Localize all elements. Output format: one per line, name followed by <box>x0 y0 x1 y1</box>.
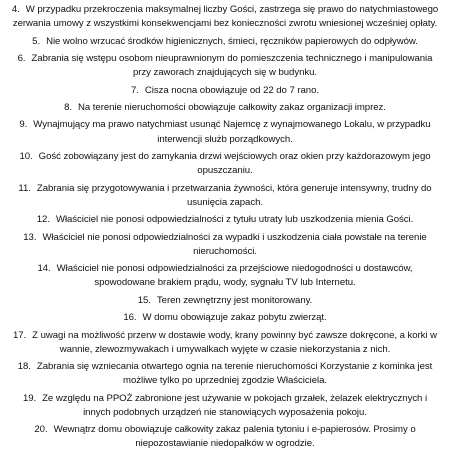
rule-number: 6. <box>17 52 26 64</box>
rule-text: Wynajmujący ma prawo natychmiast usunąć Najemcę z wynajmowanego Lokalu, w przypadku interwencji służb porządkowych. <box>33 119 431 145</box>
rule-number: 9. <box>19 119 28 131</box>
rule-text: Ze względu na PPOŻ zabronione jest używanie w pokojach grzałek, żelazek elektrycznych i innych podobnych urządzeń nie stanowiących wyposażenia pokoju. <box>42 392 428 418</box>
rule-text: Nie wolno wrzucać środków higienicznych, śmieci, ręczników papierowych do odpływów. <box>46 35 418 47</box>
rule-item <box>10 213 440 227</box>
rule-number: 5. <box>32 35 41 47</box>
rule-item <box>10 35 440 49</box>
rule-text: Zabrania się przygotowywania i przetwarzania żywności, która generuje intensywny, trudny do usunięcia zapach. <box>36 182 432 208</box>
rule-text: Właściciel nie ponosi odpowiedzialności za wypadki i uszkodzenia ciała powstałe na terenie nieruchomości. <box>42 231 427 257</box>
rule-item <box>10 150 440 178</box>
rule-text: Wewnątrz domu obowiązuje całkowity zakaz palenia tytoniu i e-papierosów. Prosimy o niepozostawianie niedopałków w ogrodzie. <box>53 424 416 450</box>
rule-text: Gość zobowiązany jest do zamykania drzwi wejściowych oraz okien przy każdorazowym jego opuszczaniu. <box>38 150 431 177</box>
rule-text: Właściciel nie ponosi odpowiedzialności z tytułu utraty lub uszkodzenia mienia Gości. <box>55 214 414 226</box>
rule-item <box>10 360 440 388</box>
rule-number: 20. <box>34 424 48 436</box>
rule-number: 8. <box>64 101 73 113</box>
rule-text: Teren zewnętrzny jest monitorowany. <box>156 294 313 306</box>
rule-number: 17. <box>12 329 27 341</box>
rule-number: 19. <box>22 392 37 404</box>
rule-text: Z uwagi na możliwość przerw w dostawie wody, krany powinny być zawsze dokręcone, a korki w wannie, zlewozmywakach i umywalkach wyjęte w czasie niekorzystania z nich. <box>32 329 437 355</box>
rule-text: Cisza nocna obowiązuje od 22 do 7 rano. <box>144 84 319 96</box>
rule-text: Zabrania się wstępu osobom nieuprawnionym do pomieszczenia technicznego i manipulowania przy zaworach znajdujących się w budynku. <box>31 52 433 79</box>
rule-item <box>10 84 440 98</box>
rule-number: 7. <box>131 84 139 96</box>
rule-number: 12. <box>36 214 50 226</box>
rule-text: Właściciel nie ponosi odpowiedzialności za przejściowe niedogodności u dostawców, spowodowane brakiem prądu, wody, sygnału TV lub Internetu. <box>56 263 413 289</box>
rule-number: 16. <box>123 312 137 324</box>
rule-number: 14. <box>37 263 51 275</box>
rule-text: W przypadku przekroczenia maksymalnej liczby Gości, zastrzega się prawo do natychmiastowego zerwania umowy z wszystkimi konsekwencjami bez konieczności zwrotu wniesionej wcześniej opłaty. <box>12 4 439 30</box>
rule-item <box>10 118 440 146</box>
rule-number: 4. <box>11 4 20 15</box>
rules-list <box>10 3 440 455</box>
rule-item <box>10 3 440 31</box>
rule-text: W domu obowiązuje zakaz pobytu zwierząt. <box>142 312 327 324</box>
rule-text: Zabrania się wzniecania otwartego ognia na terenie nieruchomości Korzystanie z kominka jest możliwe tylko po uprzedniej zgodzie Właściciela. <box>36 361 433 387</box>
rule-number: 10. <box>19 150 33 162</box>
rule-text: Na terenie nieruchomości obowiązuje całkowity zakaz organizacji imprez. <box>78 101 386 113</box>
rule-item <box>10 392 440 420</box>
rule-item <box>10 423 440 451</box>
rule-item <box>10 52 440 80</box>
rule-item <box>10 311 440 325</box>
rule-item <box>10 101 440 115</box>
rule-item <box>10 231 440 259</box>
rule-item <box>10 294 440 308</box>
rule-number: 11. <box>18 182 31 194</box>
rule-number: 15. <box>137 294 151 306</box>
rule-item <box>10 182 440 210</box>
rule-number: 18. <box>17 361 31 373</box>
rule-number: 13. <box>23 231 37 243</box>
rule-item <box>10 262 440 290</box>
rule-item <box>10 329 440 357</box>
